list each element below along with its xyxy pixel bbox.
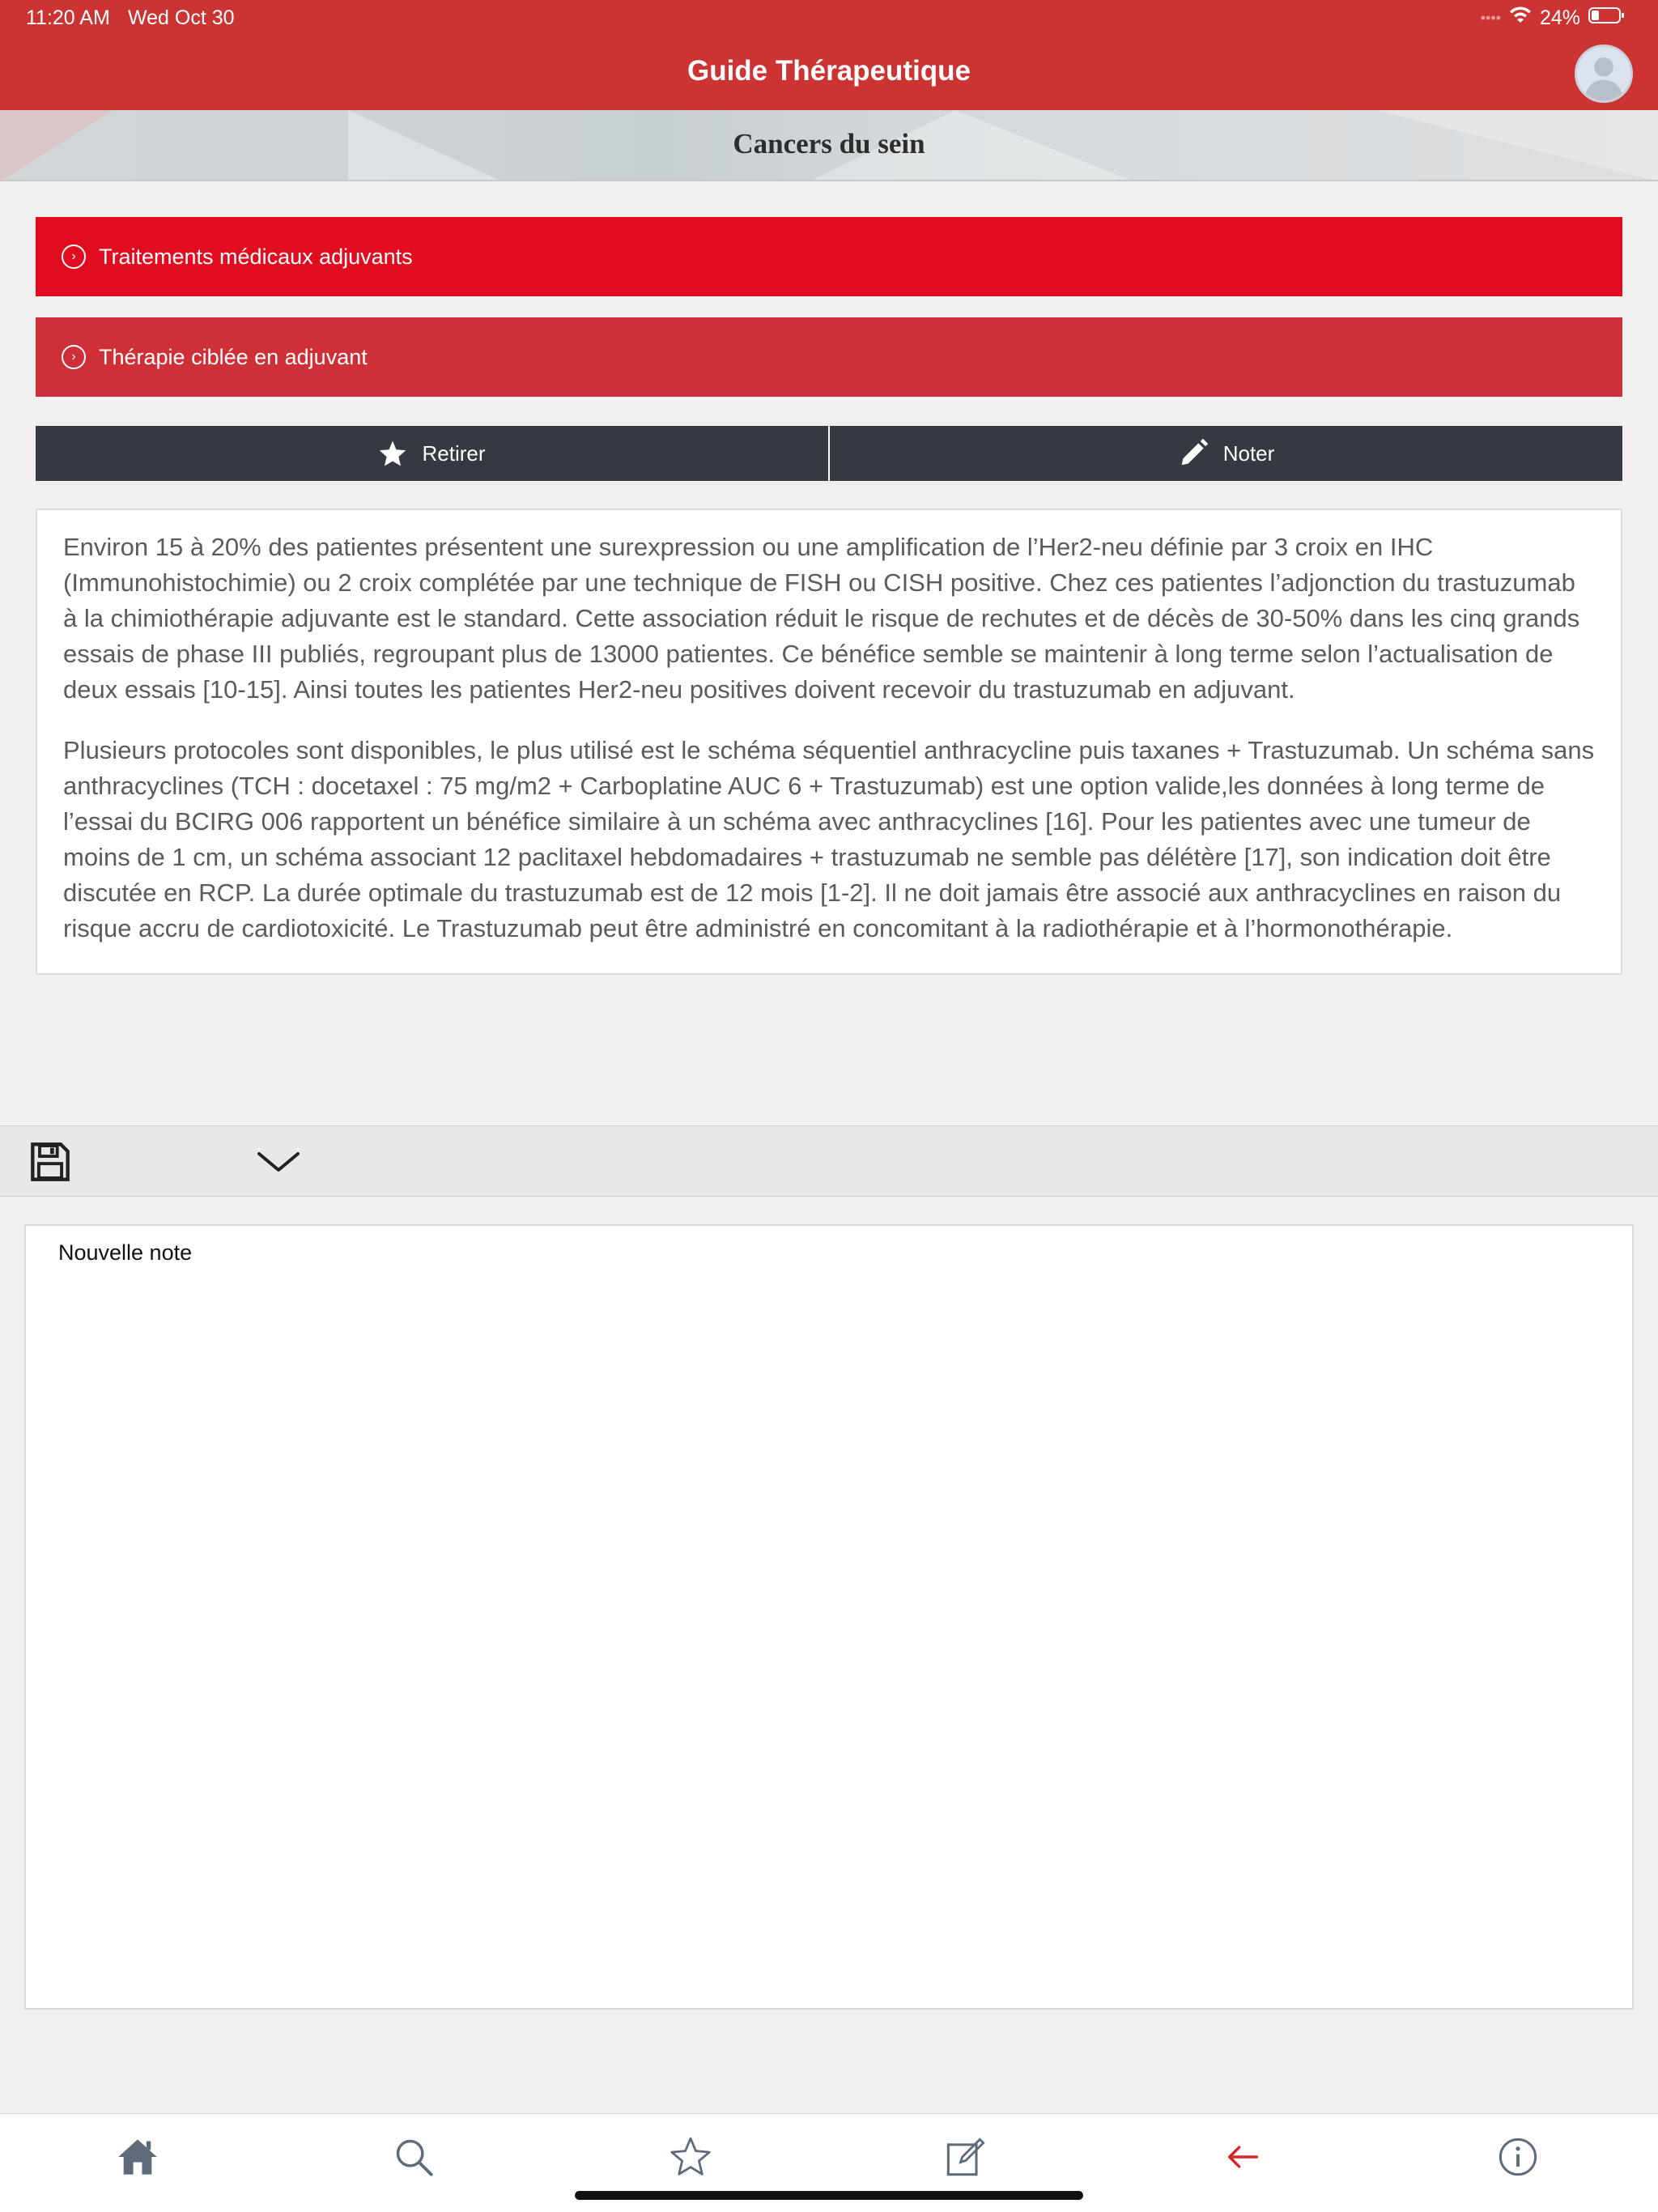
home-icon xyxy=(117,2136,159,2178)
accordion-traitements[interactable] xyxy=(36,217,1622,296)
avatar[interactable] xyxy=(1575,45,1633,103)
star-icon xyxy=(670,2136,712,2178)
star-filled-icon xyxy=(378,440,407,467)
pencil-icon xyxy=(1178,438,1209,469)
tab-favorites[interactable] xyxy=(662,2129,719,2185)
page-title: Guide Thérapeutique xyxy=(687,55,971,87)
note-text: Nouvelle note xyxy=(58,1240,193,1265)
noter-label: Noter xyxy=(1222,440,1275,466)
wifi-icon xyxy=(1509,6,1532,30)
back-arrow-icon xyxy=(1222,2136,1264,2178)
tab-notes[interactable] xyxy=(937,2129,994,2185)
edit-icon xyxy=(945,2136,987,2178)
status-indicators xyxy=(1481,6,1626,30)
section-title: Cancers du sein xyxy=(733,128,925,160)
search-icon xyxy=(393,2136,435,2178)
tab-info[interactable] xyxy=(1490,2129,1546,2185)
info-icon xyxy=(1497,2136,1539,2178)
tab-back[interactable] xyxy=(1214,2129,1271,2185)
content-paragraph: Environ 15 à 20% des patientes présentent une surexpression ou une amplification de l’Her2-neu définie par 3 croix en IHC (Immunohistochimie) ou 2 croix complétée par une technique de FISH ou CISH positive. Chez ces patientes l’adjonction du trastuzumab à la chimiothérapie adjuvante est le standard. Cette association réduit le risque de rechutes et de décès de 30-50% dans les cinq grands essais de phase III publiés, regroupant plus de 13000 patientes. Ce bénéfice semble se maintenir à long terme selon l’actualisation de deux essais [10-15]. Ainsi toutes les patientes Her2-neu positives doivent recevoir du trastuzumab en adjuvant. xyxy=(63,533,1580,704)
accordion-therapie[interactable] xyxy=(36,317,1622,397)
status-date: Wed Oct 30 xyxy=(128,6,235,29)
accordion-label: Thérapie ciblée en adjuvant xyxy=(99,344,368,369)
home-indicator xyxy=(575,2191,1083,2200)
battery-icon xyxy=(1588,6,1626,30)
user-icon xyxy=(1577,47,1630,100)
notes-toolbar xyxy=(0,1125,1658,1197)
status-time: 11:20 AM xyxy=(26,6,110,29)
action-bar xyxy=(36,426,1622,481)
note-textarea[interactable] xyxy=(24,1224,1634,2010)
retirer-label: Retirer xyxy=(422,440,486,466)
save-icon[interactable] xyxy=(29,1141,71,1183)
noter-button[interactable] xyxy=(828,426,1622,481)
chevron-circle-icon: › xyxy=(62,345,86,369)
section-banner xyxy=(0,110,1658,181)
content-paragraph: Plusieurs protocoles sont disponibles, le plus utilisé est le schéma séquentiel anthracycline puis taxanes + Trastuzumab. Un schéma sans anthracyclines (TCH : docetaxel : 75 mg/m2 + Carboplatine AUC 6 + Trastuzumab) est une option valide,les données à long terme de l’essai du BCIRG 006 rapportent un bénéfice similaire à un schéma avec anthracyclines [16]. Pour les patientes avec une tumeur de moins de 1 cm, un schéma associant 12 paclitaxel hebdomadaires + trastuzumab ne semble pas délétère [17], son indication doit être discutée en RCP. La durée optimale du trastuzumab est de 12 mois [1-2]. Il ne doit jamais être associé aux anthracyclines en raison du risque accru de cardiotoxicité. Le Trastuzumab peut être administré en concomitant à la radiothérapie et à l’hormonothérapie. xyxy=(63,736,1595,942)
chevron-circle-icon: › xyxy=(62,245,86,269)
tab-search[interactable] xyxy=(385,2129,442,2185)
signal-dots-icon: •••• xyxy=(1480,10,1501,26)
tab-home[interactable] xyxy=(109,2129,166,2185)
accordion-label: Traitements médicaux adjuvants xyxy=(99,244,413,269)
battery-percent: 24% xyxy=(1539,6,1580,29)
content-card xyxy=(36,508,1622,975)
chevron-down-icon[interactable] xyxy=(254,1144,303,1180)
retirer-button[interactable] xyxy=(36,426,828,481)
